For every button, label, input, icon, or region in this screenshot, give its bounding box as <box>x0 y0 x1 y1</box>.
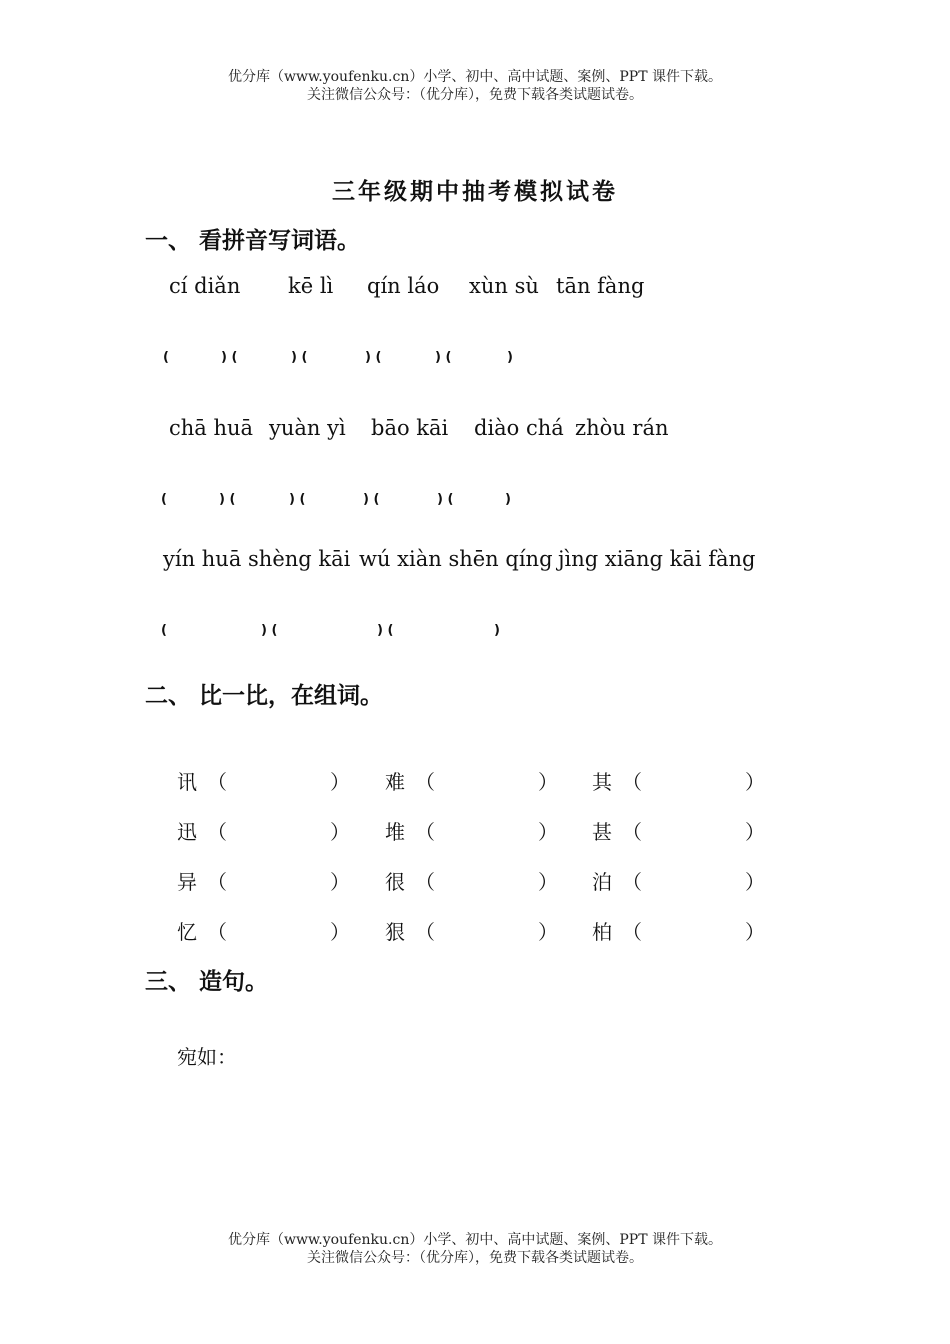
paren-open: （ <box>207 770 227 794</box>
section-1-heading: 一、 看拼音写词语。 <box>145 228 361 254</box>
paren-open: （ <box>622 770 642 794</box>
footer-line-1: 优分库（www.youfenku.cn）小学、初中、高中试题、案例、PPT 课件下载。 <box>227 1232 722 1248</box>
answer-bracket-mid: ) ( <box>261 623 278 638</box>
answer-bracket-open: ( <box>161 623 167 638</box>
pinyin-item: kē lì <box>288 274 334 298</box>
page-title: 三年级期中抽考模拟试卷 <box>332 179 618 205</box>
answer-bracket-mid: ) ( <box>289 492 306 507</box>
answer-bracket-mid: ) ( <box>291 350 308 365</box>
header-line-2: 关注微信公众号：（优分库），免费下载各类试题试卷。 <box>307 87 643 103</box>
paren-close: ） <box>538 770 558 794</box>
answer-bracket-close: ) <box>505 492 511 507</box>
char-item: 狠 <box>385 920 405 944</box>
paren-close: ） <box>745 920 765 944</box>
paren-open: （ <box>622 820 642 844</box>
answer-bracket-mid: ) ( <box>221 350 238 365</box>
char-item: 其 <box>592 770 612 794</box>
answer-bracket-mid: ) ( <box>363 492 380 507</box>
paren-open: （ <box>207 920 227 944</box>
pinyin-item: zhòu rán <box>575 416 669 440</box>
char-item: 甚 <box>592 820 612 844</box>
paren-close: ） <box>745 820 765 844</box>
char-item: 异 <box>177 870 197 894</box>
pinyin-item: diào chá <box>474 416 564 440</box>
char-item: 难 <box>385 770 405 794</box>
pinyin-item: cí diǎn <box>169 274 241 298</box>
char-item: 讯 <box>177 770 197 794</box>
char-item: 很 <box>385 870 405 894</box>
char-item: 忆 <box>177 920 197 944</box>
pinyin-item: qín láo <box>367 274 440 298</box>
pinyin-item: xùn sù <box>469 274 539 298</box>
paren-close: ） <box>330 920 350 944</box>
char-item: 迅 <box>177 820 197 844</box>
char-item: 堆 <box>385 820 405 844</box>
footer-line-2: 关注微信公众号：（优分库），免费下载各类试题试卷。 <box>307 1250 643 1266</box>
paren-open: （ <box>622 920 642 944</box>
char-item: 泊 <box>592 870 612 894</box>
pinyin-item: jìng xiāng kāi fàng <box>558 547 756 571</box>
paren-close: ） <box>745 870 765 894</box>
pinyin-item: tān fàng <box>556 274 645 298</box>
char-item: 柏 <box>592 920 612 944</box>
pinyin-item: chā huā <box>169 416 254 440</box>
paren-close: ） <box>538 920 558 944</box>
answer-bracket-close: ) <box>507 350 513 365</box>
paren-open: （ <box>415 770 435 794</box>
paren-open: （ <box>415 870 435 894</box>
paren-open: （ <box>207 820 227 844</box>
section-3-heading: 三、 造句。 <box>145 969 269 995</box>
paren-close: ） <box>330 770 350 794</box>
paren-close: ） <box>538 870 558 894</box>
answer-bracket-mid: ) ( <box>377 623 394 638</box>
paren-open: （ <box>622 870 642 894</box>
paren-open: （ <box>415 820 435 844</box>
answer-bracket-open: ( <box>163 350 169 365</box>
pinyin-item: yuàn yì <box>269 416 346 440</box>
header-line-1: 优分库（www.youfenku.cn）小学、初中、高中试题、案例、PPT 课件下载。 <box>227 69 722 85</box>
paren-close: ） <box>330 870 350 894</box>
paren-close: ） <box>538 820 558 844</box>
paren-open: （ <box>415 920 435 944</box>
paren-close: ） <box>745 770 765 794</box>
answer-bracket-close: ) <box>494 623 500 638</box>
pinyin-item: wú xiàn shēn qíng <box>359 547 553 571</box>
paren-close: ） <box>330 820 350 844</box>
answer-bracket-mid: ) ( <box>365 350 382 365</box>
section-2-heading: 二、 比一比，在组词。 <box>145 683 384 709</box>
answer-bracket-open: ( <box>161 492 167 507</box>
answer-bracket-mid: ) ( <box>435 350 452 365</box>
answer-bracket-mid: ) ( <box>219 492 236 507</box>
pinyin-item: yín huā shèng kāi <box>163 547 351 571</box>
pinyin-item: bāo kāi <box>371 416 449 440</box>
paren-open: （ <box>207 870 227 894</box>
answer-bracket-mid: ) ( <box>437 492 454 507</box>
sentence-prompt: 宛如： <box>177 1045 237 1069</box>
